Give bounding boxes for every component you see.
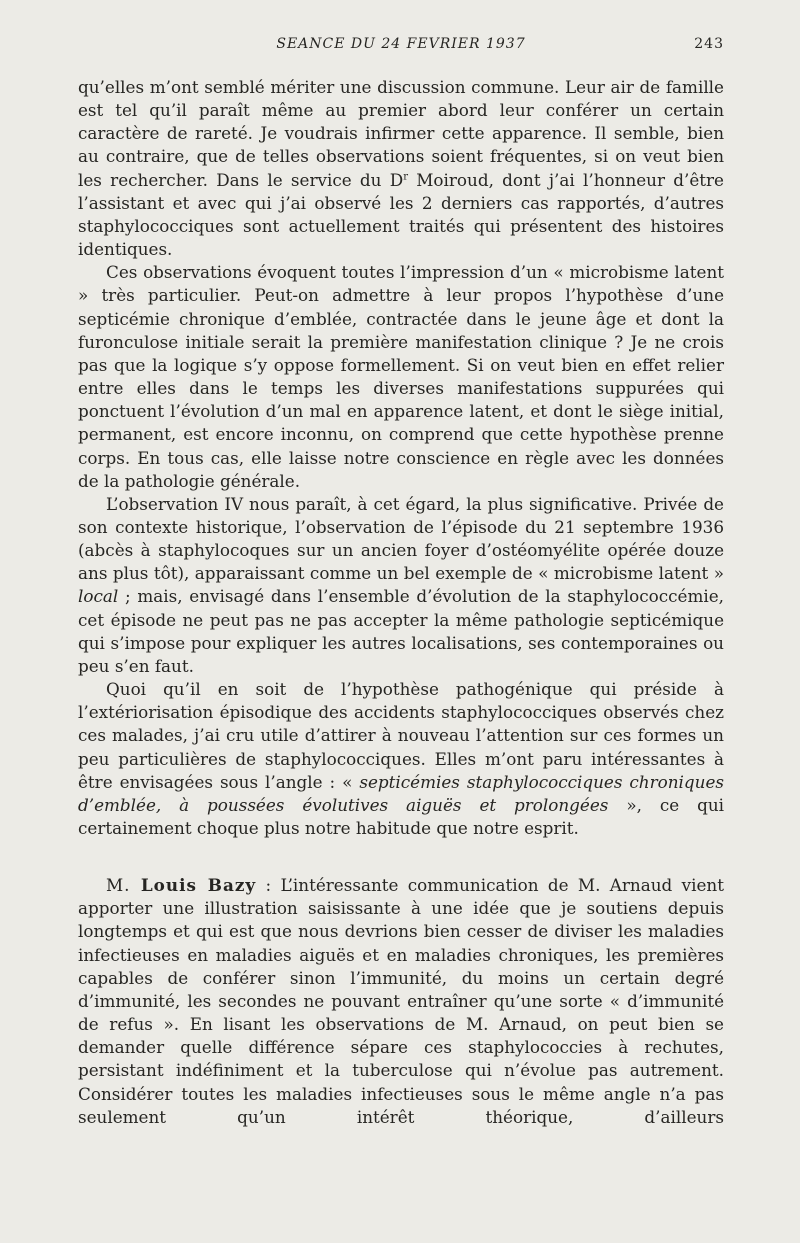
paragraph-text-cont: », ce qui certainement choque plus notre habitude que notre esprit. <box>78 794 724 838</box>
italic-text: septicémies staphylococciques chroniques d’emblée, à poussées évolutives aiguës et prolongées <box>78 771 725 815</box>
page-number: 243 <box>694 36 724 52</box>
paragraph <box>78 678 724 840</box>
section-gap <box>78 840 724 874</box>
paragraph-text: Quoi qu’il en soit de l’hypothèse pathogénique qui préside à l’extériorisation épisodique des accidents staphylococciques observés chez ces malades, j’ai cru utile d’attirer à nouveau l’attention sur ces formes un peu particulières de staphylococciques. Elles m’ont paru intéressantes à être envisagées sous l’angle : « <box>78 679 724 792</box>
body-text <box>78 76 724 1129</box>
paragraph-text: L’observation IV nous paraît, à cet égard, la plus significative. Privée de son contexte historique, l’observation de l’épisode du 21 septembre 1936 (abcès à staphylocoques sur un ancien foyer d’ostéomyélite opérée douze ans plus tôt), apparaissant comme un bel exemple de « microbisme latent » <box>78 493 724 584</box>
discussion-paragraph <box>78 874 724 1129</box>
discussion-text: : L’intéressante communication de M. Arnaud vient apporter une illustration saisissante à une idée que je soutiens depuis longtemps et qui est que nous devrions bien cesser de diviser les maladies infectieuses en maladies aiguës et en maladies chroniques, les premières capables de conférer sinon l’immunité, du moins un certain degré d’immunité, les secondes ne pouvant entraîner qu’une sorte « d’immunité de refus ». En lisant les observations de M. Arnaud, on peut bien se demander quelle différence sépare ces staphylococcies à rechutes, persistant indéfiniment et la tuberculose qui n’évolue pas autrement. Considérer toutes les maladies infectieuses sous le même angle n’a pas seulement qu’un intérêt théorique, d’ailleurs <box>78 875 724 1127</box>
paragraph <box>78 493 724 678</box>
speaker-name: Louis Bazy <box>140 875 257 896</box>
speaker <box>106 875 256 895</box>
running-title: SEANCE DU 24 FEVRIER 1937 <box>276 36 526 52</box>
paragraph-text-cont: Moiroud, dont j’ai l’honneur d’être l’assistant et avec qui j’ai observé les 2 derniers cas rapportés, d’autres staphylococciques sont actuellement traités qui présentent des histoires identiques. <box>78 169 724 260</box>
paragraph-text-cont: ; mais, envisagé dans l’ensemble d’évolution de la staphylococcémie, cet épisode ne peut pas ne pas accepter la même pathologie septicémique qui s’impose pour expliquer les autres localisations, ses contemporaines ou peu s’en faut. <box>78 586 724 676</box>
italic-text: local <box>78 586 119 607</box>
speaker-prefix: M. <box>106 875 141 896</box>
paragraph: Ces observations évoquent toutes l’impression d’un « microbisme latent » très particulier. Peut-on admettre à leur propos l’hypothèse d’une septicémie chronique d’emblée, contractée dans le jeune âge et dont la furonculose initiale serait la première manifestation clinique ? Je ne crois pas que la logique s’y oppose formellement. Si on veut bien en effet relier entre elles dans le temps les diverses manifestations suppurées qui ponctuent l’évolution d’un mal en apparence latent, et dont le siège initial, permanent, est encore inconnu, on comprend que cette hypothèse prenne corps. En tous cas, elle laisse notre conscience en règle avec les données de la pathologie générale. <box>78 262 724 491</box>
superscript: r <box>403 171 408 183</box>
paragraph-text: qu’elles m’ont semblé mériter une discussion commune. Leur air de famille est tel qu’il paraît même au premier abord leur conférer un certain caractère de rareté. Je voudrais infirmer cette apparence. Il semble, bien au contraire, que de telles observations soient fréquentes, si on veut bien les rechercher. Dans le service du D <box>78 77 724 190</box>
paragraph-continuation <box>78 76 724 261</box>
